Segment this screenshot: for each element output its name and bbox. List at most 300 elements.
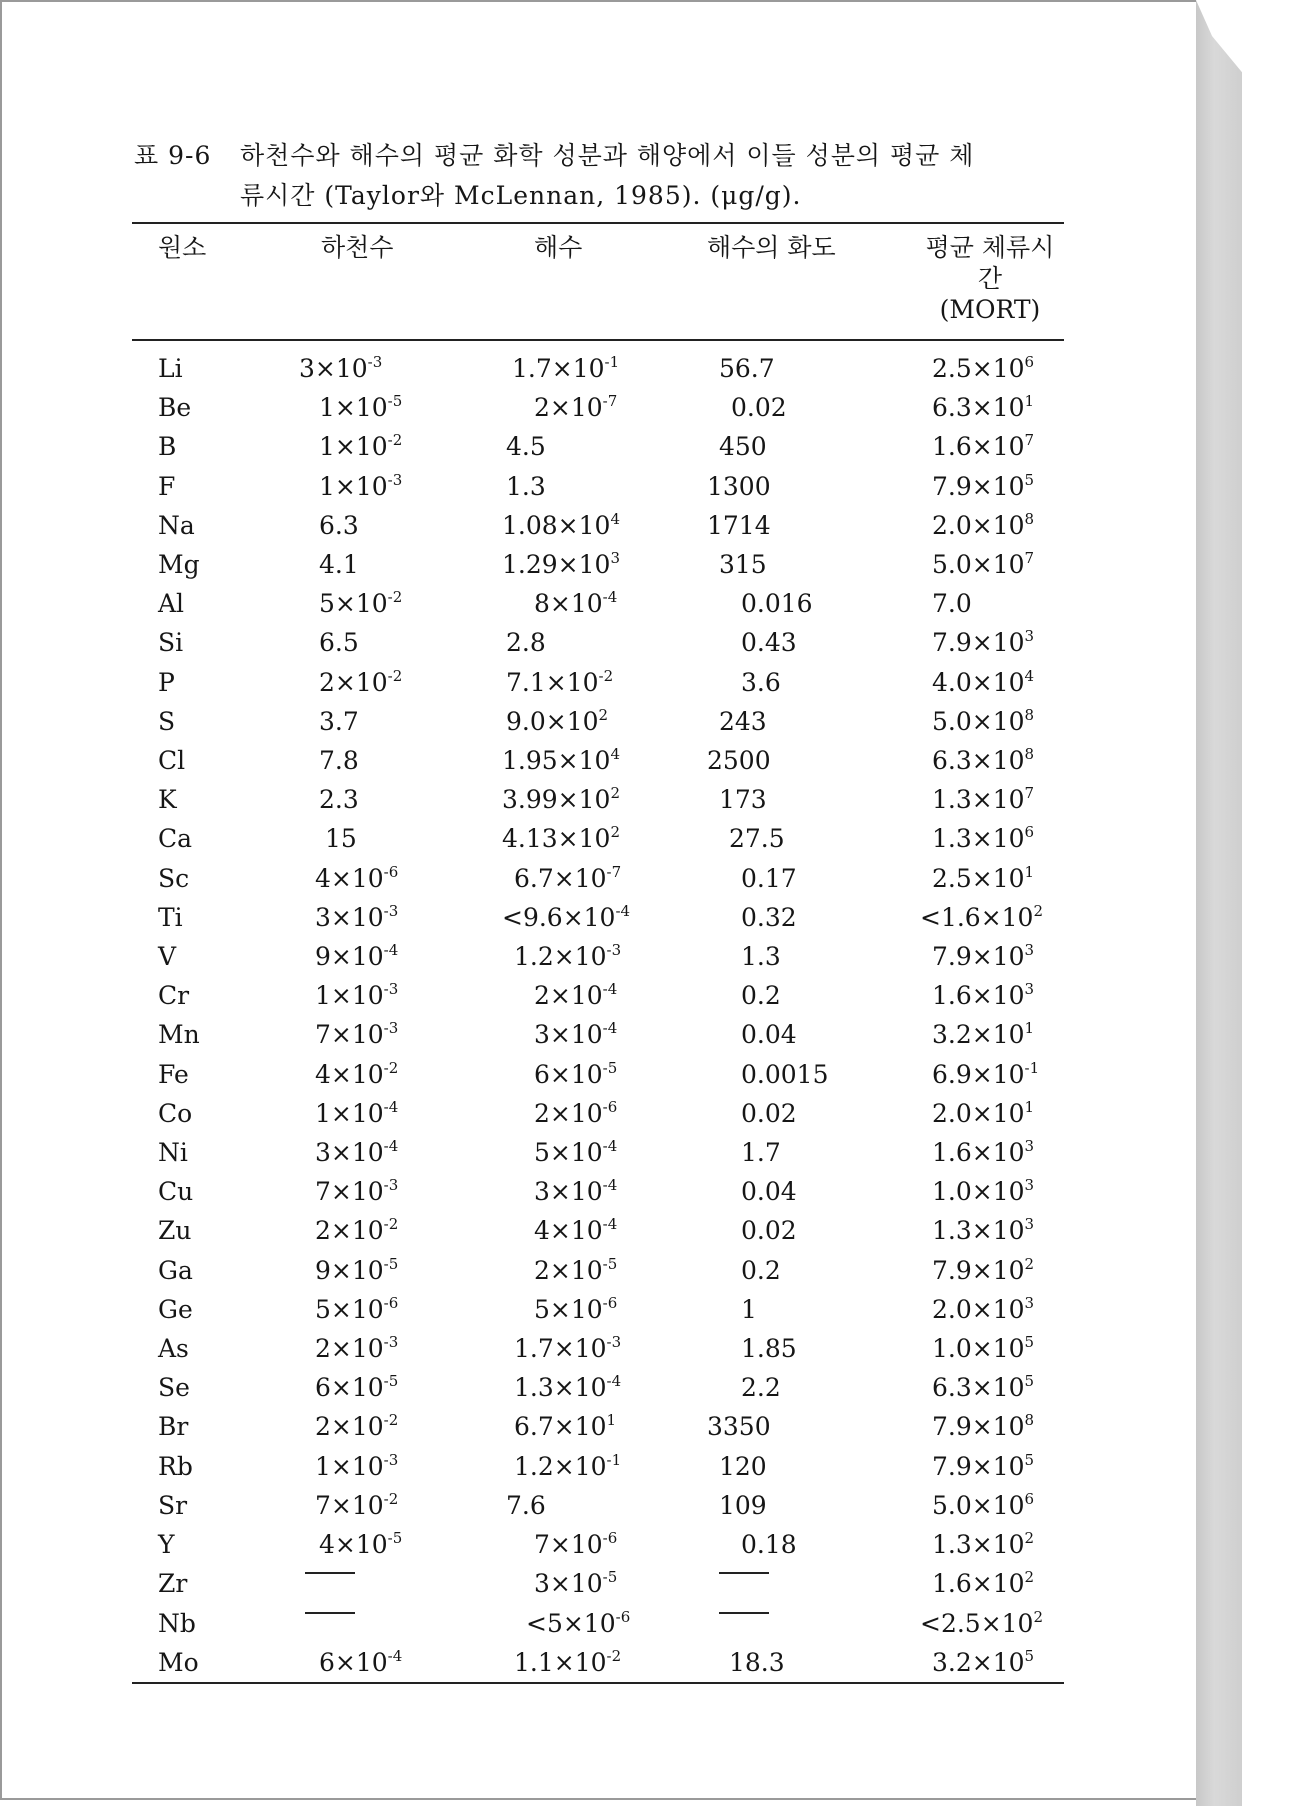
- value-exponent: -3: [383, 901, 399, 920]
- header-sea: 해수: [502, 223, 707, 340]
- value-base: 1×10: [319, 393, 388, 423]
- cell-river: [299, 898, 502, 937]
- value-base: 3×10: [315, 902, 384, 932]
- value-exponent: 3: [1024, 980, 1035, 999]
- value-base: 3×10: [315, 1138, 384, 1168]
- value-exponent: 3: [1024, 1293, 1035, 1312]
- value-base: 1×10: [319, 432, 388, 462]
- value-base: 5×10: [315, 1294, 384, 1324]
- cell-ratio: [707, 1329, 916, 1368]
- value-base: 6×10: [315, 1373, 384, 1403]
- cell-ratio: [707, 859, 916, 898]
- cell-ratio: [707, 1368, 916, 1407]
- cell-river: [299, 663, 502, 702]
- cell-sea: [502, 427, 707, 466]
- value-base: 1×10: [319, 471, 388, 501]
- value-exponent: -5: [387, 392, 403, 411]
- value-exponent: -4: [606, 1372, 622, 1391]
- cell-element: [132, 584, 299, 623]
- value-base: 1.2×10: [514, 942, 607, 972]
- cell-element: [132, 1211, 299, 1250]
- value-exponent: -3: [367, 353, 383, 371]
- cell-element: [132, 1564, 299, 1603]
- value-base: 9×10: [315, 942, 384, 972]
- value-base: 6.3×10: [932, 1373, 1025, 1403]
- header-mort: [916, 223, 1064, 340]
- cell-sea: [502, 859, 707, 898]
- cell-river: [299, 819, 502, 858]
- value-exponent: 1: [1024, 392, 1035, 411]
- value-exponent: 5: [1024, 1372, 1035, 1391]
- cell-river: [299, 545, 502, 584]
- value-base: 7.9×10: [932, 471, 1025, 501]
- value-base: 7.6: [506, 1490, 546, 1520]
- cell-ratio: [707, 1290, 916, 1329]
- value-exponent: 4: [1024, 666, 1035, 685]
- value-base: 5.0×10: [932, 706, 1025, 736]
- cell-sea: [502, 1329, 707, 1368]
- value-text: 0.2: [741, 981, 781, 1011]
- value-base: 4×10: [534, 1216, 603, 1246]
- cell-ratio: [707, 623, 916, 662]
- value-exponent: 8: [1024, 509, 1035, 528]
- value-base: 4.5: [506, 432, 546, 462]
- value-exponent: -4: [602, 588, 618, 607]
- element-symbol: P: [158, 667, 175, 697]
- header-ratio: 해수의 화도: [707, 223, 916, 340]
- value-text: 0.016: [741, 589, 813, 619]
- cell-river: [299, 1604, 502, 1643]
- value-exponent: -5: [383, 1372, 399, 1391]
- table-row: [132, 741, 1064, 780]
- cell-sea: [502, 545, 707, 584]
- value-text: 27.5: [729, 824, 785, 854]
- value-base: 6.7×10: [514, 1412, 607, 1442]
- table-body: [132, 340, 1064, 1683]
- value-exponent: -6: [383, 862, 399, 881]
- value-base: 7.9×10: [932, 1412, 1025, 1442]
- cell-mort: [916, 976, 1064, 1015]
- caption-line-2: 류시간 (Taylor와 McLennan, 1985). (μg/g).: [240, 181, 802, 210]
- value-base: 3.2×10: [932, 1020, 1025, 1050]
- cell-element: [132, 1251, 299, 1290]
- value-text: 0.17: [741, 863, 797, 893]
- value-text: 315: [719, 550, 767, 580]
- element-symbol: Mg: [158, 550, 200, 580]
- value-base: 1.3×10: [514, 1373, 607, 1403]
- cell-river: [299, 702, 502, 741]
- element-symbol: Se: [158, 1373, 190, 1403]
- value-exponent: -4: [602, 1215, 618, 1234]
- element-symbol: Mn: [158, 1020, 200, 1050]
- cell-element: [132, 1094, 299, 1133]
- table-row: [132, 1447, 1064, 1486]
- cell-mort: [916, 427, 1064, 466]
- table-row: [132, 1015, 1064, 1054]
- cell-ratio: [707, 1643, 916, 1683]
- value-base: 1.6×10: [932, 432, 1025, 462]
- value-text: 173: [719, 785, 767, 815]
- value-exponent: 3: [1024, 1215, 1035, 1234]
- cell-mort: [916, 340, 1064, 388]
- value-exponent: -3: [383, 1333, 399, 1352]
- cell-mort: [916, 1368, 1064, 1407]
- value-exponent: 3: [1024, 1137, 1035, 1156]
- value-base: 1.3×10: [932, 785, 1025, 815]
- cell-river: [299, 1172, 502, 1211]
- value-base: 1.0×10: [932, 1177, 1025, 1207]
- value-base: 5.0×10: [932, 550, 1025, 580]
- header-element: 원소: [132, 223, 299, 340]
- cell-ratio: [707, 741, 916, 780]
- value-base: 6×10: [534, 1059, 603, 1089]
- cell-element: [132, 1015, 299, 1054]
- cell-sea: [502, 898, 707, 937]
- value-text: 1.7: [741, 1138, 781, 1168]
- cell-element: [132, 898, 299, 937]
- value-text: 0.18: [741, 1530, 797, 1560]
- value-text: 3350: [707, 1412, 771, 1442]
- value-exponent: 8: [1024, 705, 1035, 724]
- cell-mort: [916, 1055, 1064, 1094]
- value-exponent: -3: [383, 1450, 399, 1469]
- value-base: 5×10: [319, 589, 388, 619]
- cell-ratio: [707, 976, 916, 1015]
- value-exponent: 2: [1033, 901, 1044, 920]
- element-symbol: Cl: [158, 746, 186, 776]
- element-symbol: V: [158, 942, 177, 972]
- cell-ratio: [707, 1486, 916, 1525]
- cell-mort: [916, 702, 1064, 741]
- value-exponent: -5: [602, 1568, 618, 1587]
- cell-mort: [916, 1290, 1064, 1329]
- table-row: [132, 1604, 1064, 1643]
- cell-element: [132, 663, 299, 702]
- value-exponent: -3: [383, 980, 399, 999]
- table-row: [132, 545, 1064, 584]
- value-exponent: -2: [383, 1058, 399, 1077]
- cell-river: [299, 937, 502, 976]
- value-base: 2×10: [534, 981, 603, 1011]
- value-exponent: -3: [383, 1176, 399, 1195]
- value-text: 120: [719, 1451, 767, 1481]
- cell-mort: [916, 1015, 1064, 1054]
- element-symbol: Ge: [158, 1294, 193, 1324]
- table-row: [132, 1486, 1064, 1525]
- cell-mort: [916, 1172, 1064, 1211]
- value-text: 3.6: [741, 667, 781, 697]
- cell-mort: [916, 1407, 1064, 1446]
- cell-mort: [916, 1643, 1064, 1683]
- value-base: 1.08×10: [502, 510, 611, 540]
- header-row: [132, 223, 1064, 340]
- value-base: 8×10: [534, 589, 603, 619]
- cell-ratio: [707, 1525, 916, 1564]
- table-row: [132, 1172, 1064, 1211]
- value-exponent: -2: [383, 1489, 399, 1508]
- value-base: 1.7×10: [514, 1334, 607, 1364]
- table-row: [132, 1055, 1064, 1094]
- value-exponent: 5: [1024, 1646, 1035, 1665]
- value-exponent: -3: [606, 941, 622, 960]
- value-base: 4×10: [319, 1530, 388, 1560]
- element-symbol: Zr: [158, 1569, 188, 1599]
- cell-mort: [916, 1447, 1064, 1486]
- element-symbol: Cu: [158, 1177, 194, 1207]
- element-symbol: B: [158, 432, 177, 462]
- element-symbol: Ga: [158, 1255, 193, 1285]
- cell-ratio: [707, 1055, 916, 1094]
- element-symbol: Mo: [158, 1647, 199, 1677]
- value-base: 3×10: [534, 1177, 603, 1207]
- cell-ratio: [707, 1133, 916, 1172]
- table-row: [132, 427, 1064, 466]
- cell-river: [299, 1525, 502, 1564]
- cell-ratio: [707, 388, 916, 427]
- value-base: 5×10: [534, 1138, 603, 1168]
- cell-sea: [502, 1015, 707, 1054]
- cell-river: [299, 1133, 502, 1172]
- cell-element: [132, 819, 299, 858]
- element-symbol: Na: [158, 510, 195, 540]
- cell-mort: [916, 780, 1064, 819]
- value-exponent: -6: [602, 1529, 618, 1548]
- cell-element: [132, 1055, 299, 1094]
- element-symbol: Fe: [158, 1059, 189, 1089]
- table-row: [132, 1211, 1064, 1250]
- value-text: 18.3: [729, 1647, 785, 1677]
- cell-ratio: [707, 1251, 916, 1290]
- cell-element: [132, 937, 299, 976]
- value-base: 1.7×10: [512, 354, 605, 383]
- table-row: [132, 663, 1064, 702]
- value-exponent: 8: [1024, 745, 1035, 764]
- table-row: [132, 1329, 1064, 1368]
- cell-sea: [502, 1368, 707, 1407]
- value-base: 6.3×10: [932, 393, 1025, 423]
- cell-sea: [502, 1643, 707, 1683]
- value-base: 2×10: [534, 1098, 603, 1128]
- value-exponent: -5: [387, 1529, 403, 1548]
- value-exponent: -2: [387, 588, 403, 607]
- value-base: 15: [325, 824, 357, 854]
- value-exponent: 5: [1024, 1450, 1035, 1469]
- cell-element: [132, 1604, 299, 1643]
- value-exponent: 2: [1033, 1607, 1044, 1626]
- value-base: 2×10: [315, 1334, 384, 1364]
- value-base: 3×10: [299, 354, 368, 383]
- cell-element: [132, 388, 299, 427]
- cell-ratio: [707, 584, 916, 623]
- cell-element: [132, 1525, 299, 1564]
- value-exponent: -4: [602, 1019, 618, 1038]
- value-base: 2×10: [534, 393, 603, 423]
- cell-mort: [916, 1329, 1064, 1368]
- value-base: 1.3×10: [932, 1530, 1025, 1560]
- value-text: 0.0015: [741, 1059, 829, 1089]
- value-base: 3.7: [319, 706, 359, 736]
- value-base: 3.2×10: [932, 1647, 1025, 1677]
- value-text: 1: [741, 1294, 757, 1324]
- table-row: [132, 937, 1064, 976]
- cell-river: [299, 1486, 502, 1525]
- value-base: 4×10: [315, 1059, 384, 1089]
- value-exponent: 1: [1024, 1019, 1035, 1038]
- value-base: 3×10: [534, 1020, 603, 1050]
- value-exponent: -2: [383, 1215, 399, 1234]
- cell-sea: [502, 1447, 707, 1486]
- value-text: 1.85: [741, 1334, 797, 1364]
- cell-sea: [502, 702, 707, 741]
- cell-sea: [502, 780, 707, 819]
- cell-ratio: [707, 1604, 916, 1643]
- value-exponent: 3: [1024, 1176, 1035, 1195]
- value-base: 1.3×10: [932, 824, 1025, 854]
- cell-element: [132, 1643, 299, 1683]
- value-base: 2×10: [534, 1255, 603, 1285]
- value-exponent: -4: [602, 1137, 618, 1156]
- value-exponent: 3: [1024, 627, 1035, 646]
- cell-river: [299, 1094, 502, 1133]
- cell-mort: [916, 1211, 1064, 1250]
- page-edge: [1196, 0, 1242, 1806]
- cell-ratio: [707, 1015, 916, 1054]
- cell-ratio: [707, 663, 916, 702]
- cell-ratio: [707, 702, 916, 741]
- value-base: 5×10: [534, 1294, 603, 1324]
- table-caption: [134, 136, 1064, 216]
- cell-mort: [916, 623, 1064, 662]
- cell-river: [299, 741, 502, 780]
- value-exponent: -3: [383, 1019, 399, 1038]
- cell-ratio: [707, 1094, 916, 1133]
- cell-ratio: [707, 340, 916, 388]
- value-base: 2.8: [506, 628, 546, 658]
- value-exponent: 7: [1024, 431, 1035, 450]
- element-symbol: S: [158, 706, 176, 736]
- cell-ratio: [707, 467, 916, 506]
- element-symbol: Br: [158, 1412, 189, 1442]
- value-exponent: 4: [610, 745, 620, 764]
- cell-sea: [502, 1251, 707, 1290]
- value-text: 109: [719, 1490, 767, 1520]
- value-text: 0.02: [731, 393, 787, 423]
- cell-mort: [916, 388, 1064, 427]
- value-exponent: -2: [387, 666, 403, 685]
- element-symbol: As: [158, 1334, 189, 1364]
- value-base: 2.0×10: [932, 1294, 1025, 1324]
- composition-table: [132, 222, 1064, 1684]
- element-symbol: Li: [158, 354, 183, 383]
- cell-river: [299, 1290, 502, 1329]
- element-symbol: Si: [158, 628, 184, 658]
- value-base: 6.7×10: [514, 863, 607, 893]
- cell-ratio: [707, 1564, 916, 1603]
- table-row: [132, 976, 1064, 1015]
- cell-river: [299, 1407, 502, 1446]
- value-base: 9.0×10: [506, 706, 599, 736]
- cell-sea: [502, 1564, 707, 1603]
- element-symbol: Ca: [158, 824, 193, 854]
- cell-element: [132, 1447, 299, 1486]
- value-exponent: 6: [1024, 1489, 1035, 1508]
- cell-sea: [502, 1172, 707, 1211]
- cell-mort: [916, 1133, 1064, 1172]
- value-base: 4.13×10: [502, 824, 611, 854]
- table-row: [132, 1251, 1064, 1290]
- cell-mort: [916, 1486, 1064, 1525]
- value-base: 5.0×10: [932, 1490, 1025, 1520]
- value-base: 2×10: [315, 1216, 384, 1246]
- table-row: [132, 1094, 1064, 1133]
- cell-mort: [916, 741, 1064, 780]
- value-base: 3.99×10: [502, 785, 611, 815]
- cell-sea: [502, 467, 707, 506]
- cell-ratio: [707, 1407, 916, 1446]
- value-text: 56.7: [719, 354, 775, 383]
- cell-river: [299, 1643, 502, 1683]
- element-symbol: Zu: [158, 1216, 192, 1246]
- value-text: 0.43: [741, 628, 797, 658]
- cell-element: [132, 780, 299, 819]
- cell-sea: [502, 388, 707, 427]
- value-text: 0.02: [741, 1216, 797, 1246]
- cell-ratio: [707, 1172, 916, 1211]
- value-base: 1×10: [315, 981, 384, 1011]
- cell-sea: [502, 1407, 707, 1446]
- value-exponent: -4: [615, 901, 631, 920]
- cell-river: [299, 1251, 502, 1290]
- value-exponent: 8: [1024, 1411, 1035, 1430]
- header-mort-line-1: 평균 체류시간: [925, 233, 1055, 293]
- value-exponent: -1: [1024, 1058, 1040, 1077]
- value-exponent: 4: [610, 509, 620, 528]
- value-exponent: -6: [383, 1293, 399, 1312]
- element-symbol: Cr: [158, 981, 190, 1011]
- value-exponent: 5: [1024, 470, 1035, 489]
- table-row: [132, 702, 1064, 741]
- value-base: 4×10: [315, 863, 384, 893]
- value-text: 0.32: [741, 902, 797, 932]
- cell-element: [132, 859, 299, 898]
- value-exponent: -7: [606, 862, 622, 881]
- element-symbol: Co: [158, 1098, 193, 1128]
- value-text: 2500: [707, 746, 771, 776]
- element-symbol: K: [158, 785, 177, 815]
- cell-element: [132, 741, 299, 780]
- table-row: [132, 1290, 1064, 1329]
- cell-mort: [916, 1251, 1064, 1290]
- cell-river: [299, 976, 502, 1015]
- cell-ratio: [707, 427, 916, 466]
- value-exponent: 1: [606, 1411, 617, 1430]
- cell-element: [132, 976, 299, 1015]
- cell-river: [299, 388, 502, 427]
- cell-sea: [502, 340, 707, 388]
- value-text: 0.2: [741, 1255, 781, 1285]
- cell-element: [132, 1329, 299, 1368]
- cell-mort: [916, 1564, 1064, 1603]
- table-row: [132, 859, 1064, 898]
- value-exponent: -2: [383, 1411, 399, 1430]
- cell-element: [132, 1133, 299, 1172]
- table-row: [132, 1525, 1064, 1564]
- cell-river: [299, 467, 502, 506]
- value-base: <9.6×10: [502, 902, 616, 932]
- cell-sea: [502, 663, 707, 702]
- value-exponent: -4: [383, 941, 399, 960]
- value-exponent: 2: [610, 784, 620, 803]
